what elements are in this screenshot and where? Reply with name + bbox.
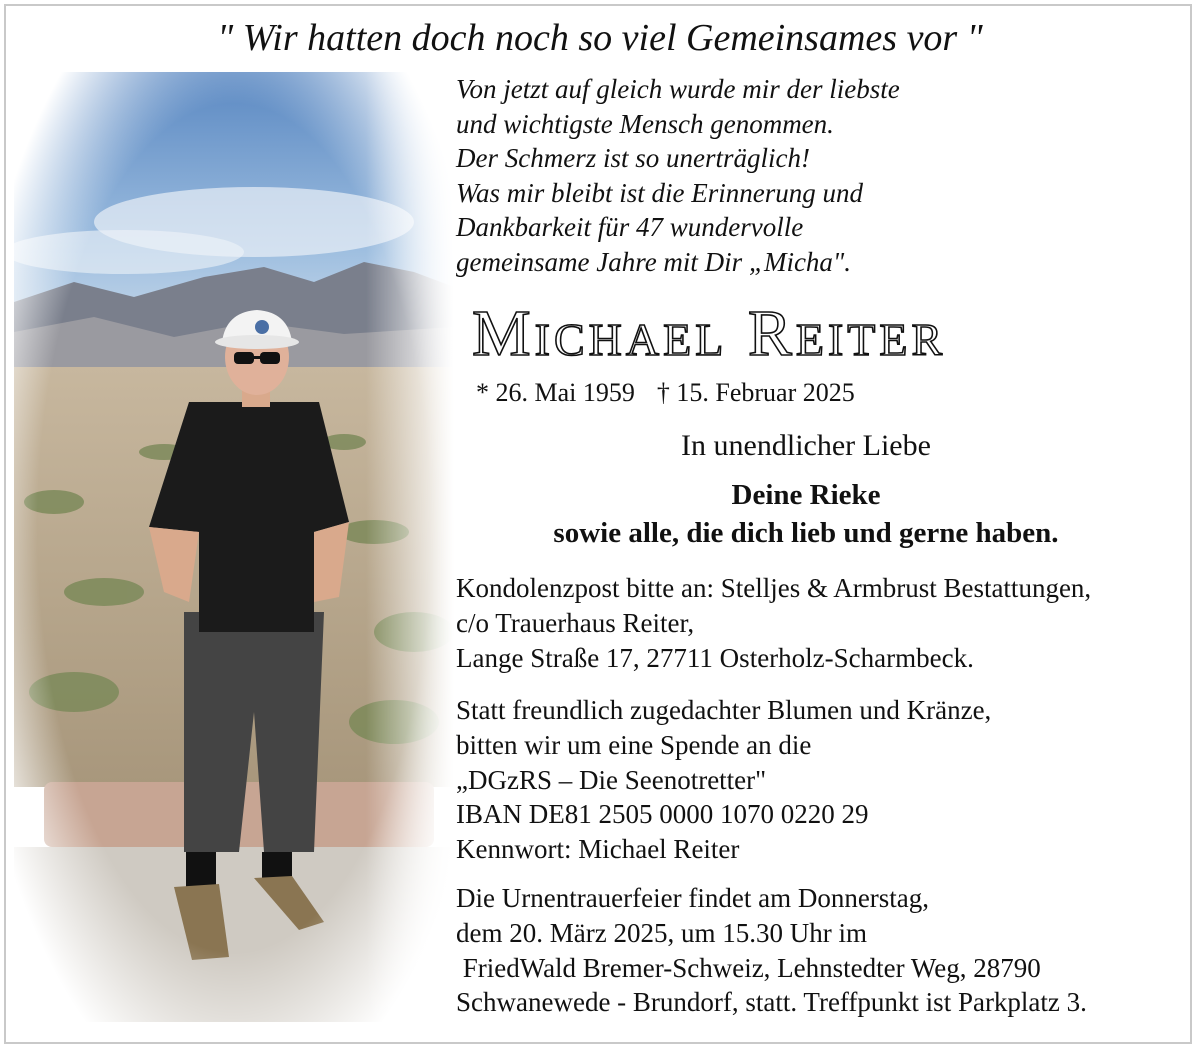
poem-text [456,72,1176,279]
poem-line: und wichtigste Mensch genommen. [456,108,834,139]
condolence-line: Lange Straße 17, 27711 Osterholz-Scharmbeck. [456,642,974,673]
birth-date: * 26. Mai 1959 [476,378,635,407]
ceremony-line: Schwanewede - Brundorf, statt. Treffpunkt ist Parkplatz 3. [456,987,1087,1018]
poem-line: gemeinsame Jahre mit Dir „Micha". [456,246,852,277]
poem-line: Dankbarkeit für 47 wundervolle [456,212,804,242]
poem-line: Was mir bleibt ist die Erinnerung und [456,177,864,208]
ceremony-block [456,881,1186,1020]
signature-line: sowie alle, die dich lieb und gerne haben. [553,517,1059,549]
signature-block [456,476,1156,552]
donation-line: IBAN DE81 2505 0000 1070 0220 29 [456,799,869,830]
deceased-name: Michael Reiter [472,297,947,370]
motto-quote: " Wir hatten doch noch so viel Gemeinsames vor " [217,17,983,59]
donation-line: bitten wir um eine Spende an die [456,729,812,760]
donation-block [456,693,1186,867]
poem-line: Von jetzt auf gleich wurde mir der liebste [456,74,900,104]
ceremony-line: Die Urnentrauerfeier findet am Donnerstag, [456,883,930,913]
signature-line: Deine Rieke [731,479,881,511]
life-dates [476,377,877,409]
ceremony-line: FriedWald Bremer-Schweiz, Lehnstedter Weg, 28790 [456,952,1041,983]
love-line: In unendlicher Liebe [681,429,931,462]
poem-line: Der Schmerz ist so unerträglich! [456,143,810,173]
ceremony-line: dem 20. März 2025, um 15.30 Uhr im [456,917,867,948]
condolence-line: c/o Trauerhaus Reiter, [456,607,695,638]
donation-line: Statt freundlich zugedachter Blumen und Kränze, [456,695,992,725]
donation-line: „DGzRS – Die Seenotretter" [456,764,767,795]
condolence-block [456,571,1186,675]
condolence-line: Kondolenzpost bitte an: Stelljes & Armbrust Bestattungen, [456,573,1092,603]
donation-line: Kennwort: Michael Reiter [456,834,740,865]
death-date: † 15. Februar 2025 [656,378,855,407]
portrait-photo [14,72,454,1022]
